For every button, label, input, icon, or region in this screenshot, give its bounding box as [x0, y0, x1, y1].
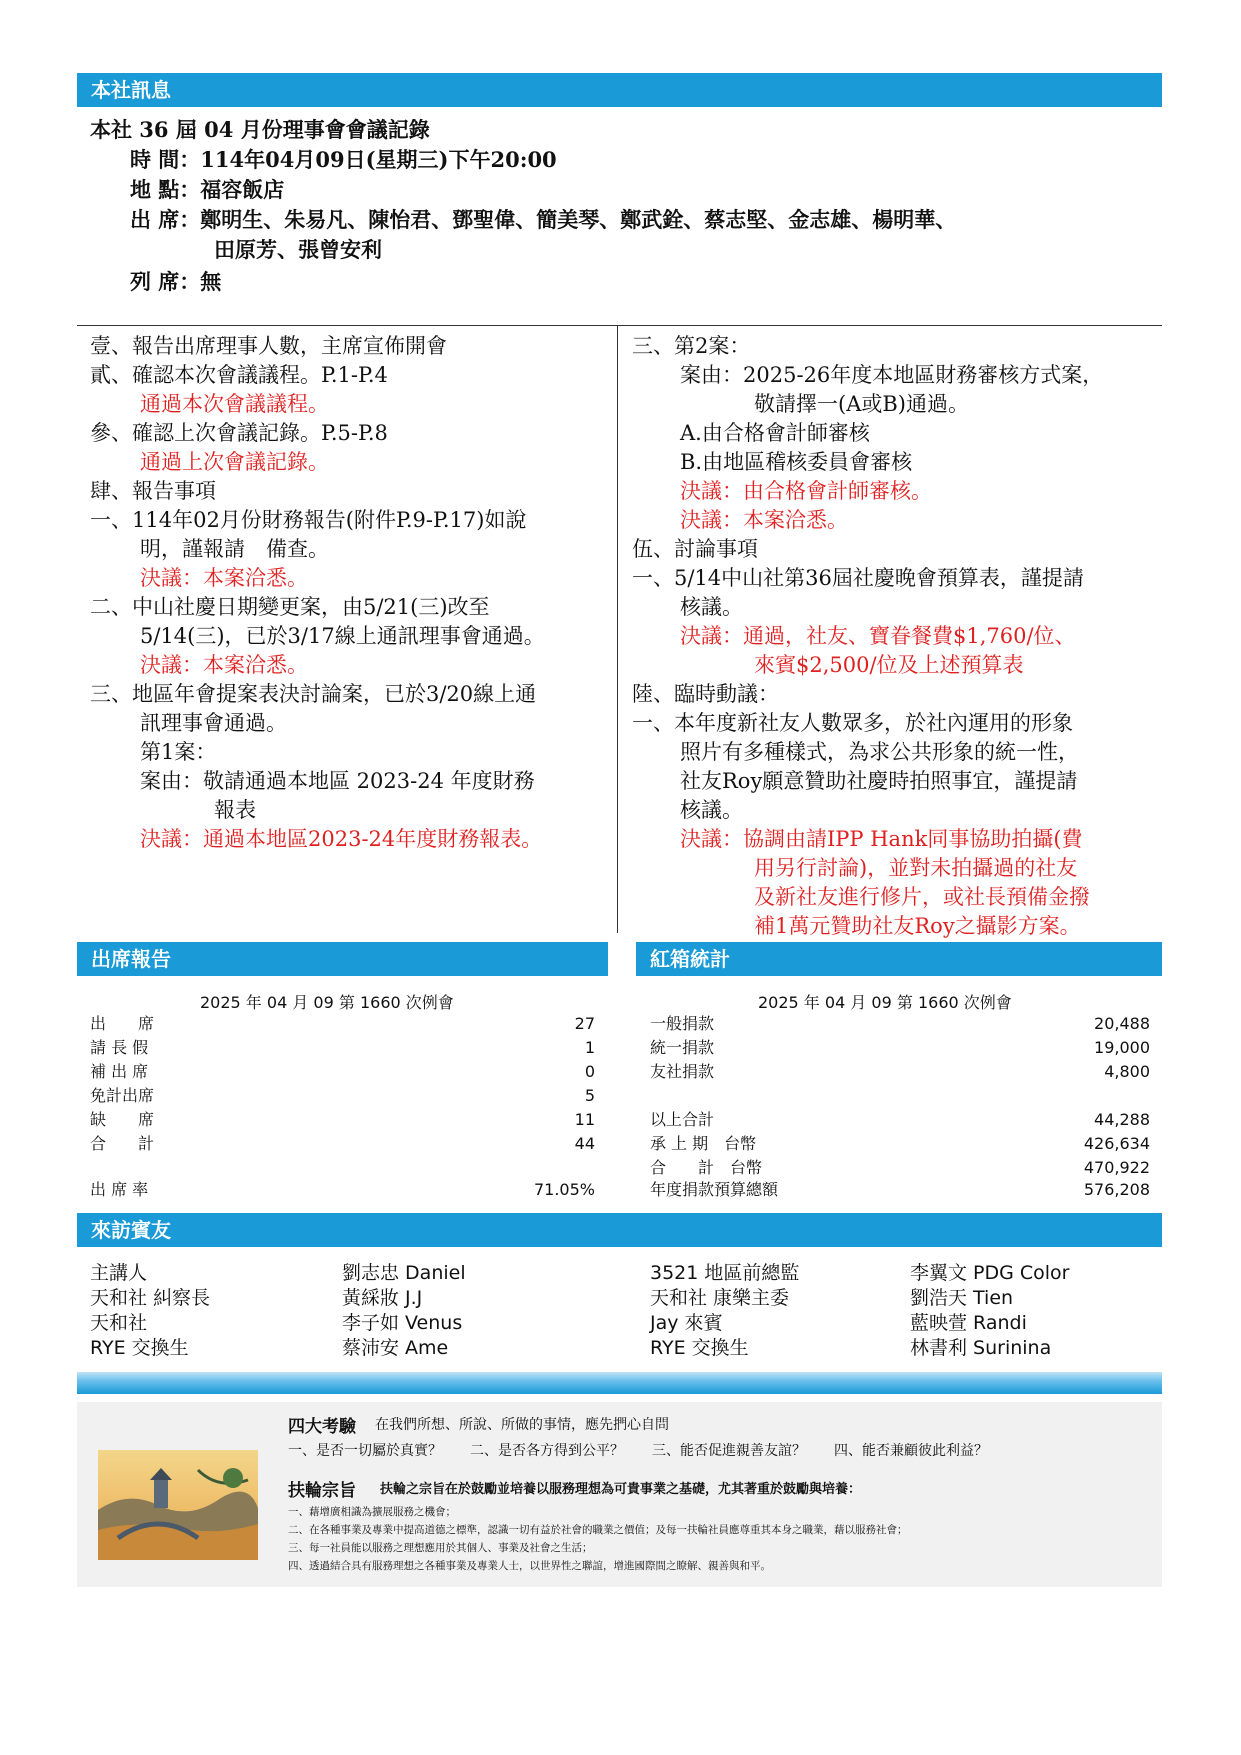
right-resolution: 補1萬元贊助社友Roy之攝影方案。: [754, 914, 1081, 938]
guest-title: RYE 交換生: [650, 1337, 749, 1359]
row-label: 請 長 假: [90, 1038, 149, 1057]
guest-name: 蔡沛安 Ame: [342, 1337, 449, 1359]
attendance-header: 2025 年 04 月 09 第 1660 次例會: [200, 993, 454, 1012]
section-guests-bar: 來訪賓友: [77, 1213, 1162, 1247]
decorative-banner: [77, 1372, 1162, 1394]
row-label: 以上合計: [650, 1110, 715, 1129]
row-label: 年度捐款預算總額: [650, 1180, 779, 1199]
attendance-row: [90, 1036, 595, 1060]
right-item: 陸、臨時動議：: [632, 682, 779, 706]
vertical-divider: [617, 325, 618, 933]
left-item: 肆、報告事項: [90, 479, 216, 503]
left-resolution: 通過本次會議議程。: [140, 392, 329, 416]
left-item: 三、地區年會提案表決討論案，已於3/20線上通: [90, 682, 537, 706]
row-value: 19,000: [1094, 1038, 1150, 1057]
guest-name: 劉浩天 Tien: [910, 1287, 1014, 1309]
guest-title: 天和社 康樂主委: [650, 1287, 790, 1309]
redbox-row: [650, 1156, 1150, 1180]
right-item: 照片有多種樣式，為求公共形象的統一性，: [680, 740, 1079, 764]
section-redbox-bar: 紅箱統計: [636, 942, 1162, 976]
right-resolution: 決議：由合格會計師審核。: [680, 479, 932, 503]
left-item: 參、確認上次會議記錄。P.5-P.8: [90, 421, 388, 445]
left-item: 報表: [214, 798, 256, 822]
object-item: 三、每一社員能以服務之理想應用於其個人、事業及社會之生活；: [288, 1542, 593, 1554]
guest-name: 藍映萱 Randi: [910, 1312, 1027, 1334]
right-item: 一、5/14中山社第36屆社慶晚會預算表，謹提請: [632, 566, 1084, 590]
guest-title: 主講人: [90, 1262, 148, 1284]
guest-title: RYE 交換生: [90, 1337, 189, 1359]
attendance-row: [90, 1060, 595, 1084]
meeting-place: 地 點：福容飯店: [130, 177, 285, 202]
object-item: 一、藉增廣相識為擴展服務之機會；: [288, 1506, 456, 1518]
left-item: 貳、確認本次會議議程。P.1-P.4: [90, 363, 388, 387]
redbox-row: [650, 1178, 1150, 1202]
row-label: 免計出席: [90, 1086, 155, 1105]
row-label: 承 上 期 台幣: [650, 1134, 757, 1153]
right-item: 一、本年度新社友人數眾多，於社內運用的形象: [632, 711, 1073, 735]
section-attendance-bar: 出席報告: [77, 942, 608, 976]
right-item: 案由：2025-26年度本地區財務審核方式案，: [680, 363, 1104, 387]
guest-name: 李子如 Venus: [342, 1312, 463, 1334]
left-resolution: 決議：本案洽悉。: [140, 566, 308, 590]
landscape-painting: [98, 1450, 258, 1560]
right-item: 核議。: [680, 798, 743, 822]
meeting-present: 出 席：鄭明生、朱易凡、陳怡君、鄧聖偉、簡美琴、鄭武銓、蔡志堅、金志雄、楊明華、: [130, 207, 957, 232]
horizontal-divider: [77, 325, 1162, 326]
row-value: 426,634: [1083, 1134, 1150, 1153]
guest-name: 黃綵妝 J.J: [342, 1287, 423, 1309]
left-item: 第1案：: [140, 740, 217, 764]
row-label: 合 計: [90, 1134, 155, 1153]
guest-title: 天和社 糾察長: [90, 1287, 211, 1309]
object-item: 四、透過結合具有服務理想之各種事業及專業人士，以世界性之聯誼，增進國際間之瞭解、親善與和平。: [288, 1560, 771, 1572]
row-value: 470,922: [1083, 1158, 1150, 1177]
row-value: 71.05%: [533, 1180, 595, 1199]
attendance-rate-row: [90, 1178, 595, 1202]
redbox-row: [650, 1036, 1150, 1060]
right-item: 三、第2案：: [632, 334, 751, 358]
row-label: 一般捐款: [650, 1014, 715, 1033]
row-value: 0: [584, 1062, 595, 1081]
row-value: 576,208: [1083, 1180, 1150, 1199]
row-value: 5: [584, 1086, 595, 1105]
left-item: 壹、報告出席理事人數，主席宣佈開會: [90, 334, 447, 358]
meeting-attend: 列 席：無: [130, 269, 222, 294]
meeting-title: 本社 36 屆 04 月份理事會會議記錄: [90, 117, 430, 142]
guest-name: 林書利 Surinina: [910, 1337, 1052, 1359]
row-label: 合 計 台幣: [650, 1158, 763, 1177]
row-value: 27: [574, 1014, 595, 1033]
left-resolution: 決議：通過本地區2023-24年度財務報表。: [140, 827, 543, 851]
row-label: 出 席: [90, 1014, 155, 1033]
object-of-rotary-intro: 扶輪之宗旨在於鼓勵並培養以服務理想為可貴事業之基礎，尤其著重於鼓勵與培養：: [380, 1482, 862, 1497]
right-resolution: 決議：通過，社友、寶眷餐費$1,760/位、: [680, 624, 1076, 648]
guest-title: 天和社: [90, 1312, 148, 1334]
left-item: 訊理事會通過。: [140, 711, 287, 735]
row-value: 20,488: [1094, 1014, 1150, 1033]
attendance-row: [90, 1132, 595, 1156]
right-resolution: 決議：協調由請IPP Hank同事協助拍攝(費: [680, 827, 1083, 851]
section-news-bar: 本社訊息: [77, 73, 1162, 107]
row-label: 缺 席: [90, 1110, 155, 1129]
meeting-present-cont: 田原芳、張曾安利: [214, 237, 382, 262]
redbox-row: [650, 1132, 1150, 1156]
right-resolution: 及新社友進行修片，或社長預備金撥: [754, 885, 1090, 909]
row-label: 友社捐款: [650, 1062, 715, 1081]
painting-svg: [98, 1450, 258, 1560]
guest-name: 劉志忠 Daniel: [342, 1262, 466, 1284]
redbox-row: [650, 1108, 1150, 1132]
guest-name: 李翼文 PDG Color: [910, 1262, 1070, 1284]
row-value: 44: [574, 1134, 595, 1153]
attendance-row: [90, 1108, 595, 1132]
row-value: 11: [574, 1110, 595, 1129]
right-item: 社友Roy願意贊助社慶時拍照事宜，謹提請: [680, 769, 1078, 793]
right-resolution: 來賓$2,500/位及上述預算表: [754, 653, 1024, 677]
right-item: B.由地區稽核委員會審核: [680, 450, 913, 474]
guest-title: 3521 地區前總監: [650, 1262, 800, 1284]
left-item: 案由：敬請通過本地區 2023-24 年度財務: [140, 769, 535, 793]
four-way-test-items: 一、是否一切屬於真實？ 二、是否各方得到公平？ 三、能否促進親善友誼？ 四、能否兼顧彼此利益？: [288, 1443, 988, 1459]
left-resolution: 通過上次會議記錄。: [140, 450, 329, 474]
left-item: 一、114年02月份財務報告(附件P.9-P.17)如說: [90, 508, 527, 532]
row-label: 統一捐款: [650, 1038, 715, 1057]
object-of-rotary-title: 扶輪宗旨: [288, 1481, 356, 1501]
object-item: 二、在各種事業及專業中提高道德之標準，認識一切有益於社會的職業之價值；及每一扶輪社員應尊重其本身之職業，藉以服務社會；: [288, 1524, 908, 1536]
left-resolution: 決議：本案洽悉。: [140, 653, 308, 677]
left-item: 二、中山社慶日期變更案，由5/21(三)改至: [90, 595, 490, 619]
right-item: 伍、討論事項: [632, 537, 758, 561]
right-item: A.由合格會計師審核: [680, 421, 870, 445]
redbox-row: [650, 1060, 1150, 1084]
right-resolution: 決議：本案洽悉。: [680, 508, 848, 532]
row-value: 4,800: [1104, 1062, 1150, 1081]
row-value: 1: [584, 1038, 595, 1057]
four-way-test-intro: 在我們所想、所說、所做的事情，應先捫心自問: [375, 1417, 669, 1433]
right-item: 核議。: [680, 595, 743, 619]
row-label: 出 席 率: [90, 1180, 149, 1199]
meeting-time: 時 間：114年04月09日(星期三)下午20:00: [130, 147, 557, 172]
right-resolution: 用另行討論)，並對未拍攝過的社友: [754, 856, 1078, 880]
guest-title: Jay 來賓: [650, 1312, 723, 1334]
row-label: 補 出 席: [90, 1062, 149, 1081]
right-item: 敬請擇一(A或B)通過。: [754, 392, 969, 416]
attendance-row: [90, 1012, 595, 1036]
attendance-row: [90, 1084, 595, 1108]
row-value: 44,288: [1094, 1110, 1150, 1129]
redbox-row: [650, 1012, 1150, 1036]
left-item: 明，謹報請 備查。: [140, 537, 329, 561]
redbox-header: 2025 年 04 月 09 第 1660 次例會: [758, 993, 1012, 1012]
four-way-test-title: 四大考驗: [288, 1417, 356, 1437]
left-item: 5/14(三)，已於3/17線上通訊理事會通過。: [140, 624, 545, 648]
